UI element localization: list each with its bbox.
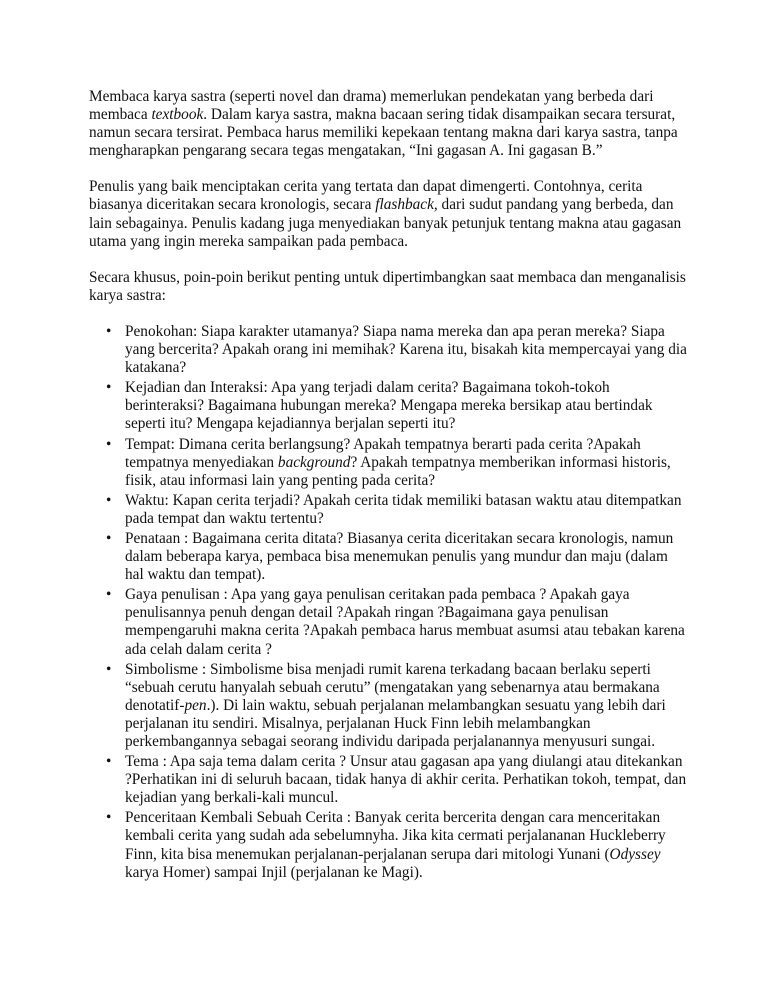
paragraph-good-writer [89, 178, 689, 250]
bullet-icon: • [106, 379, 112, 397]
list-item-text-segment: Simbolisme : Simbolisme bisa menjadi rumit karena terkadang bacaan berlaku seperti “sebuah cerutu hanyalah sebuah cerutu” (mengatakan yang sebenarnya atau bermakana denotatif- [125, 660, 660, 714]
list-item-gaya-penulisan [89, 586, 689, 658]
list-item-text-segment: Waktu: Kapan cerita terjadi? Apakah cerita tidak memiliki batasan waktu atau ditempatkan pada tempat dan waktu tertentu? [125, 491, 682, 527]
list-item-penokohan [89, 323, 689, 377]
paragraph-text: dari sudut pandang yang berbeda, dan lain sebagainya. Penulis kadang juga menyediakan banyak petunjuk tentang makna atau gagasan utama yang ingin mereka sampaikan pada pembaca. [89, 196, 682, 250]
bullet-icon: • [106, 491, 112, 509]
paragraph-intro [89, 88, 689, 160]
list-item-simbolisme [89, 661, 689, 751]
emphasis-background: background [277, 453, 351, 471]
list-item-text-segment: Tempat: Dimana cerita berlangsung? Apakah tempatnya berarti pada cerita ?Apakah tempatnya menyediakan [125, 435, 641, 471]
bullet-icon: • [106, 660, 112, 678]
list-item-text-segment: Penataan : Bagaimana cerita ditata? Biasanya cerita diceritakan secara kronologis, namun dalam beberapa karya, pembaca bisa menemukan penulis yang mundur dan maju (dalam hal waktu dan tempat). [125, 529, 674, 584]
bullet-icon: • [106, 809, 112, 827]
list-item-text [125, 379, 653, 432]
list-item-text [125, 323, 687, 376]
list-item-text [125, 530, 673, 583]
list-item-text [125, 436, 671, 489]
list-item-tempat [89, 436, 689, 490]
list-item-text-segment: .). Di lain waktu, sebuah perjalanan melambangkan sesuatu yang lebih dari perjalanan itu sendiri. Misalnya, perjalanan Huck Finn lebih melambangkan perkembangannya sebagai seorang individu daripada perjalanannya menyusuri sungai. [125, 696, 666, 750]
list-item-text [125, 661, 666, 750]
bullet-icon: • [106, 586, 112, 604]
list-item-kejadian [89, 379, 689, 433]
bullet-icon: • [106, 322, 112, 340]
list-item-text-segment: Gaya penulisan : Apa yang gaya penulisan ceritakan pada pembaca ? Apakah gaya penulisannya penuh dengan detail ?Apakah ringan ?Bagaimana gaya penulisan mempengaruhi makna cerita ?Apakah pembaca harus membuat asumsi atau tebakan karena ada celah dalam cerita ? [125, 586, 685, 658]
document-page [89, 88, 689, 884]
list-item-waktu [89, 492, 689, 528]
list-item-penataan [89, 530, 689, 584]
emphasis-textbook: textbook [151, 106, 204, 124]
paragraph-text: Penulis yang baik menciptakan cerita yang tertata dan dapat dimengerti. Contohnya, cerita biasanya diceritakan secara kronologis, secara [89, 178, 643, 214]
paragraph-points-intro [89, 269, 689, 305]
list-item-text-segment: Kejadian dan Interaksi: Apa yang terjadi dalam cerita? Bagaimana tokoh-tokoh berinteraksi? Bagaimana hubungan mereka? Mengapa mereka bersikap atau bertindak seperti itu? Mengapa kejadiannya berjalan seperti itu? [125, 379, 653, 433]
list-item-tema [89, 753, 689, 807]
list-item-penceritaan-kembali [89, 809, 689, 881]
emphasis-pen: pen [184, 696, 207, 714]
bullet-icon: • [106, 435, 112, 453]
list-item-text-segment: ? Apakah tempatnya memberikan informasi historis, fisik, atau informasi lain yang penting pada cerita? [125, 453, 671, 489]
bullet-icon: • [106, 753, 112, 771]
paragraph-text: Secara khusus, poin-poin berikut penting untuk dipertimbangkan saat membaca dan menganalisis karya sastra: [89, 268, 686, 304]
analysis-points-list [89, 323, 689, 882]
list-item-text-segment: Penceritaan Kembali Sebuah Cerita : Banyak cerita bercerita dengan cara menceritakan kembali cerita yang sudah ada sebelumnyha. Jika kita cermati perjalananan Huckleberry Finn, kita bisa menemukan perjalanan-perjalanan serupa dari mitologi Yunani ( [125, 809, 666, 863]
list-item-text [125, 809, 666, 880]
list-item-text [125, 753, 686, 806]
emphasis-flashback: flashback, [375, 196, 438, 214]
list-item-text [125, 492, 681, 527]
list-item-text-segment: Tema : Apa saja tema dalam cerita ? Unsur atau gagasan apa yang diulangi atau ditekankan ?Perhatikan ini di seluruh bacaan, tidak hanya di akhir cerita. Perhatikan tokoh, tempat, dan kejadian yang berkali-kali muncul. [125, 753, 687, 807]
paragraph-text: . Dalam karya sastra, makna bacaan sering tidak disampaikan secara tersurat, namun secara tersirat. Pembaca harus memiliki kepekaan tentang makna dari karya sastra, tanpa mengharapkan pengarang secara tegas mengatakan, “Ini gagasan A. Ini gagasan B.” [89, 106, 678, 160]
paragraph-text: Membaca karya sastra (seperti novel dan drama) memerlukan pendekatan yang berbeda dari membaca [89, 88, 654, 124]
list-item-text-segment: Penokohan: Siapa karakter utamanya? Siapa nama mereka dan apa peran mereka? Siapa yang bercerita? Apakah orang ini memihak? Karena itu, bisakah kita mempercayai yang dia katakana? [125, 322, 687, 377]
bullet-icon: • [106, 529, 112, 547]
list-item-text-segment: karya Homer) sampai Injil (perjalanan ke Magi). [125, 863, 423, 881]
list-item-text [125, 586, 685, 657]
emphasis-odyssey: Odyssey [609, 845, 661, 863]
